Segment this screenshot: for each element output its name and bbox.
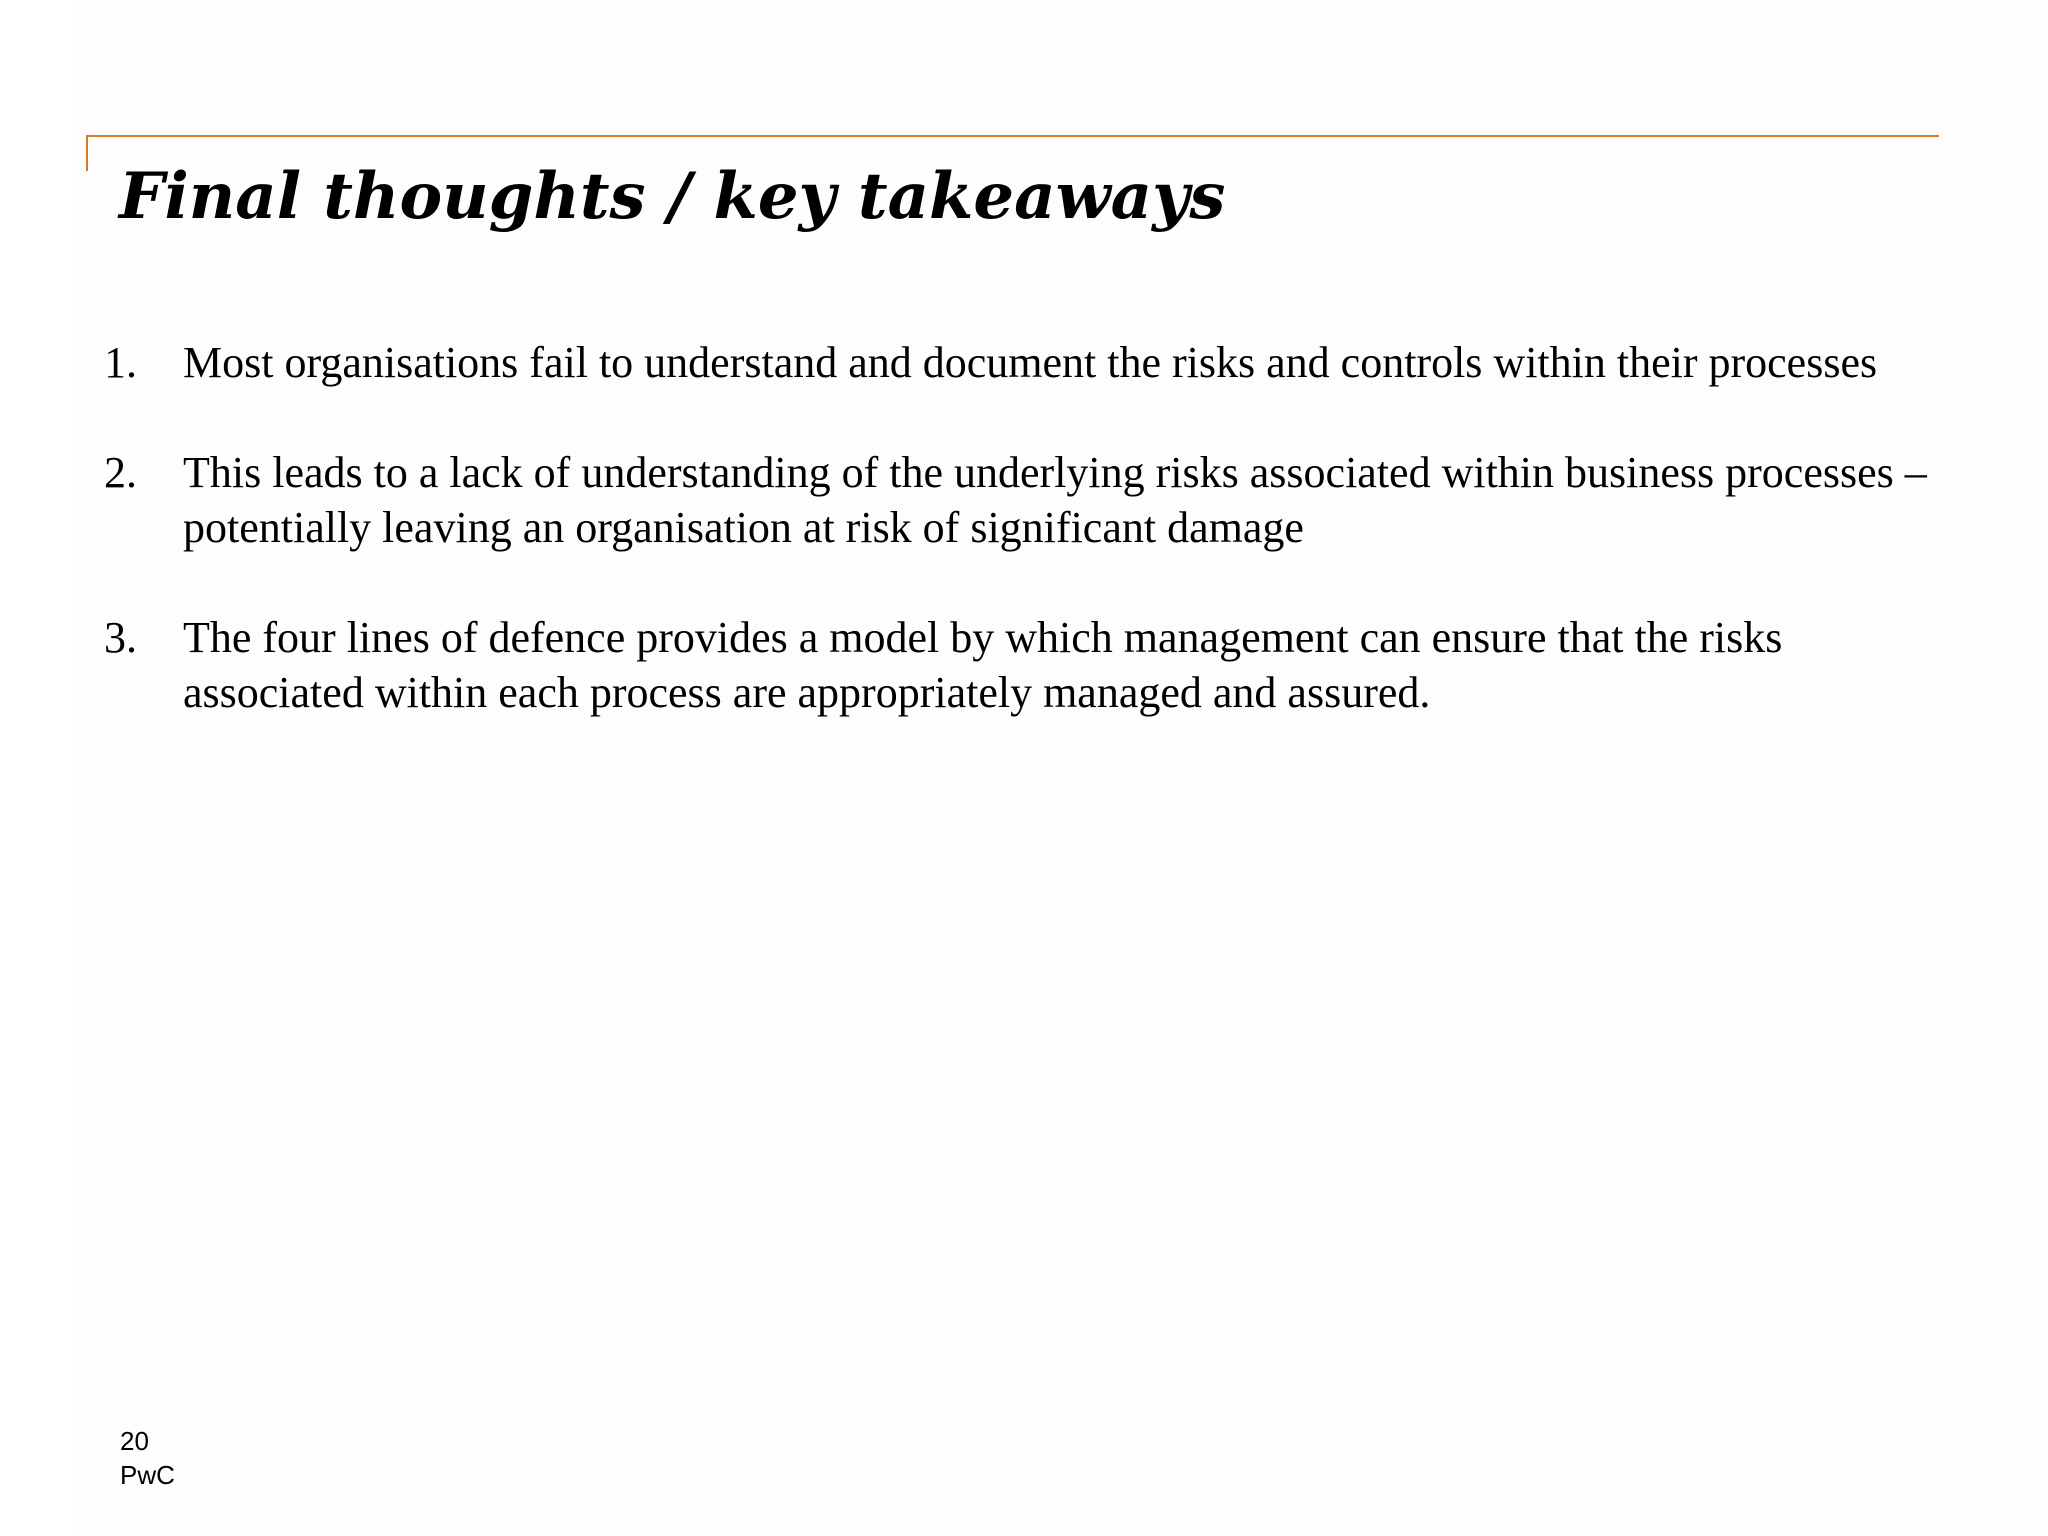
takeaway-item (104, 610, 1944, 720)
takeaway-text: The four lines of defence provides a model by which management can ensure that the risks associated within each process are appropriately managed and assured. (183, 613, 1783, 717)
takeaway-number: 2. (104, 448, 137, 497)
takeaway-item (104, 335, 1944, 390)
footer-brand: PwC (120, 1460, 175, 1490)
title-accent-rule (86, 135, 1939, 137)
takeaway-text: Most organisations fail to understand and document the risks and controls within their processes (183, 338, 1878, 387)
takeaway-number: 1. (104, 338, 137, 387)
title-accent-tick (86, 135, 88, 171)
takeaway-number: 3. (104, 613, 137, 662)
slide-title: Final thoughts / key takeaways (119, 159, 1226, 234)
page-number: 20 (120, 1426, 149, 1456)
takeaways-list (104, 335, 1944, 775)
takeaway-text: This leads to a lack of understanding of the underlying risks associated within business processes – potentially leaving an organisation at risk of significant damage (183, 448, 1927, 552)
takeaway-item (104, 445, 1944, 555)
